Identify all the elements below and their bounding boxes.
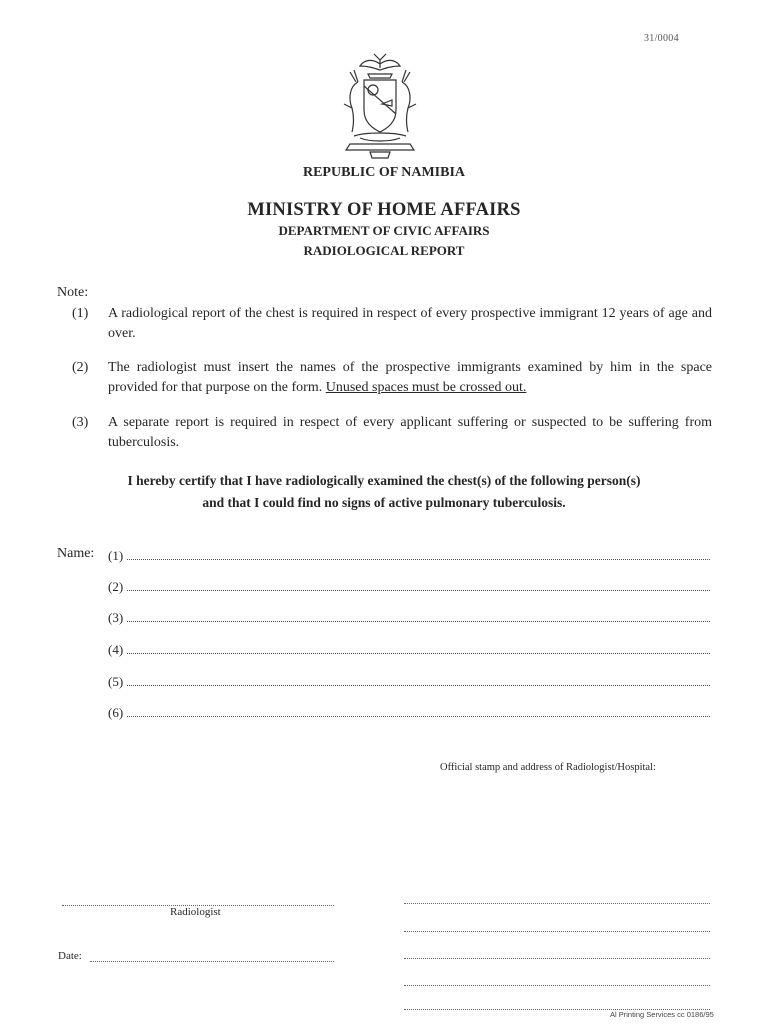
note-number: (1) [72, 306, 89, 321]
date-field[interactable] [90, 960, 334, 962]
stamp-address-line-3[interactable] [404, 957, 710, 959]
name-row-number: (4) [108, 642, 124, 657]
note-text: The radiologist must insert the names of the prospective immigrants examined by him in the space provided for that purpose on the form. [108, 360, 712, 395]
note-text: A separate report is required in respect of every applicant suffering or suspected to be suffering from tuberculosis. [108, 415, 712, 450]
name-label: Name: [57, 546, 95, 561]
ministry-heading: MINISTRY OF HOME AFFAIRS [247, 200, 521, 220]
report-title: RADIOLOGICAL REPORT [303, 243, 465, 258]
form-number: 31/0004 [644, 33, 679, 44]
stamp-address-line-2[interactable] [404, 930, 710, 932]
note-label: Note: [57, 285, 89, 300]
republic-heading: REPUBLIC OF NAMIBIA [302, 165, 466, 180]
name-field-1[interactable] [108, 546, 710, 564]
note-number: (3) [72, 415, 89, 430]
certification-line-1: I hereby certify that I have radiologically examined the chest(s) of the following person(s) [127, 473, 641, 488]
name-row-number: (5) [108, 674, 124, 689]
note-item-2 [72, 358, 712, 398]
radiologist-label: Radiologist [170, 906, 221, 918]
dotted-line [127, 652, 710, 654]
name-row-number: (2) [108, 579, 124, 594]
stamp-address-line-1[interactable] [404, 902, 710, 904]
name-field-2[interactable] [108, 577, 710, 595]
note-item-1 [72, 304, 712, 344]
date-label: Date: [58, 950, 82, 962]
name-row-number: (6) [108, 705, 124, 720]
note-underlined-text: Unused spaces must be crossed out. [325, 380, 527, 395]
note-item-3 [72, 413, 712, 453]
note-text: A radiological report of the chest is required in respect of every prospective immigrant 12 years of age and over. [108, 306, 712, 341]
name-field-5[interactable] [108, 672, 710, 690]
dotted-line [127, 715, 710, 717]
stamp-label: Official stamp and address of Radiologist/Hospital: [440, 762, 656, 773]
dotted-line [127, 620, 710, 622]
certification-line-2: and that I could find no signs of active pulmonary tuberculosis. [202, 495, 566, 510]
name-row-number: (3) [108, 610, 124, 625]
note-number: (2) [72, 360, 89, 375]
name-field-4[interactable] [108, 640, 710, 658]
stamp-address-line-4[interactable] [404, 984, 710, 986]
dotted-line [127, 558, 710, 560]
printer-imprint: Al Printing Services cc 0186/95 [610, 1010, 714, 1019]
name-row-number: (1) [108, 548, 124, 563]
dotted-line [127, 589, 710, 591]
name-field-3[interactable] [108, 608, 710, 626]
name-field-6[interactable] [108, 703, 710, 721]
dotted-line [127, 684, 710, 686]
note-text-wrapper [108, 358, 712, 398]
department-heading: DEPARTMENT OF CIVIC AFFAIRS [278, 223, 490, 238]
namibia-coat-of-arms-icon [330, 52, 430, 162]
